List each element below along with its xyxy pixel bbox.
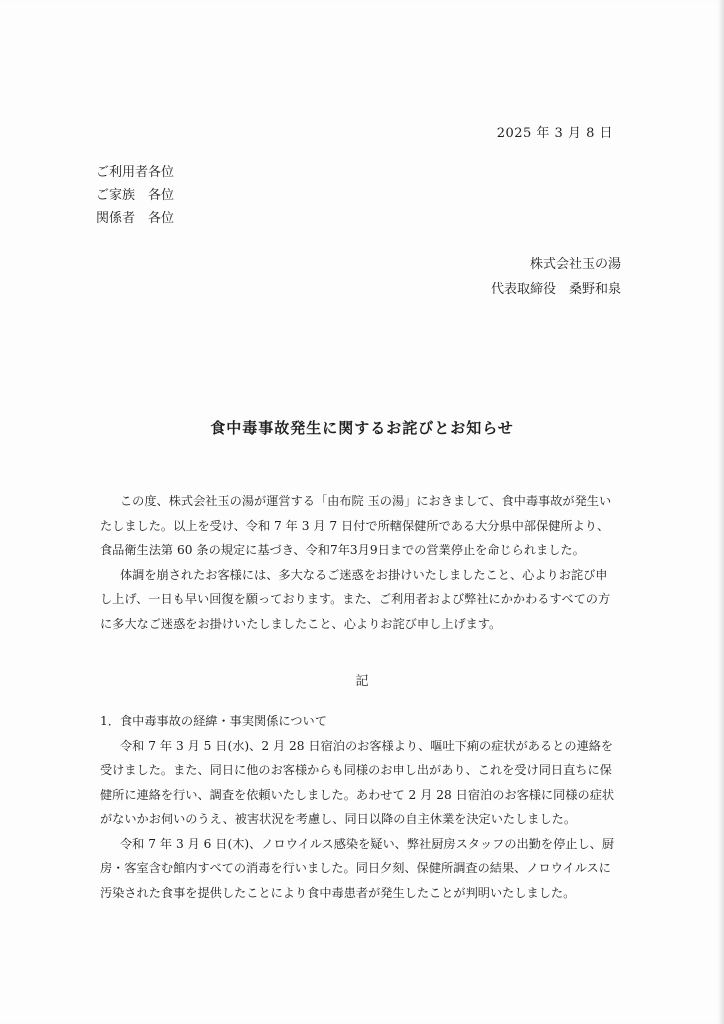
body-paragraph bbox=[100, 489, 618, 563]
recipients-block bbox=[96, 161, 174, 230]
section-paragraph-text: 令和 7 年 3 月 5 日(水)、2 月 28 日宿泊のお客様より、嘔吐下痢の症状があるとの連絡を受けました。また、同日に他のお客様からも同様のお申し出があり、これを受け同日直ちに保健所に連絡を行い、調査を依頼いたしました。あわせて 2 月 28 日宿泊のお客様に同様の症状がないかお伺いのうえ、被害状況を考慮し、同日以降の自主休業を決定いたしました。 bbox=[100, 738, 615, 826]
section-1 bbox=[100, 709, 618, 905]
letter-date: 2025 年 3 月 8 日 bbox=[496, 126, 613, 141]
sender-block bbox=[491, 252, 621, 302]
letter-title: 食中毒事故発生に関するお詫びとお知らせ bbox=[210, 419, 514, 437]
recipient-line: ご家族 各位 bbox=[96, 188, 175, 203]
section-paragraph-text: 令和 7 年 3 月 6 日(木)、ノロウイルス感染を疑い、弊社厨房スタッフの出勤を停止し、厨房・客室含む館内すべての消毒を行いました。同日夕刻、保健所調査の結果、ノロウイルスに汚染された食事を提供したことにより食中毒患者が発生したことが判明いたしました。 bbox=[100, 836, 615, 900]
recipient-line: ご利用者各位 bbox=[96, 165, 175, 180]
ki-marker: 記 bbox=[355, 674, 369, 689]
section-paragraph bbox=[100, 734, 618, 832]
body-paragraph-text: 体調を崩されたお客様には、多大なるご迷惑をお掛けいたしましたこと、心よりお詫び申し上げ、一日も早い回復を願っております。また、ご利用者および弊社にかかわるすべての方に多大なご迷惑をお掛けいたしましたこと、心よりお詫び申し上げます。 bbox=[100, 567, 611, 631]
recipient-line: 関係者 各位 bbox=[96, 211, 175, 226]
sender-company: 株式会社玉の湯 bbox=[529, 257, 621, 272]
sender-representative: 代表取締役 桑野和泉 bbox=[490, 282, 621, 297]
body-paragraph-text: この度、株式会社玉の湯が運営する「由布院 玉の湯」におきまして、食中毒事故が発生いたしました。以上を受け、令和 7 年 3 月 7 日付で所轄保健所である大分県中部保健所より、食品衛生法第 60 条の規定に基づき、令和7年3月9日までの営業停止を命じられました。 bbox=[100, 494, 612, 557]
section-paragraph bbox=[100, 832, 618, 906]
body-paragraph bbox=[100, 563, 618, 637]
section-heading: 1．食中毒事故の経緯・事実関係について bbox=[100, 714, 327, 728]
letter-body bbox=[100, 489, 618, 636]
